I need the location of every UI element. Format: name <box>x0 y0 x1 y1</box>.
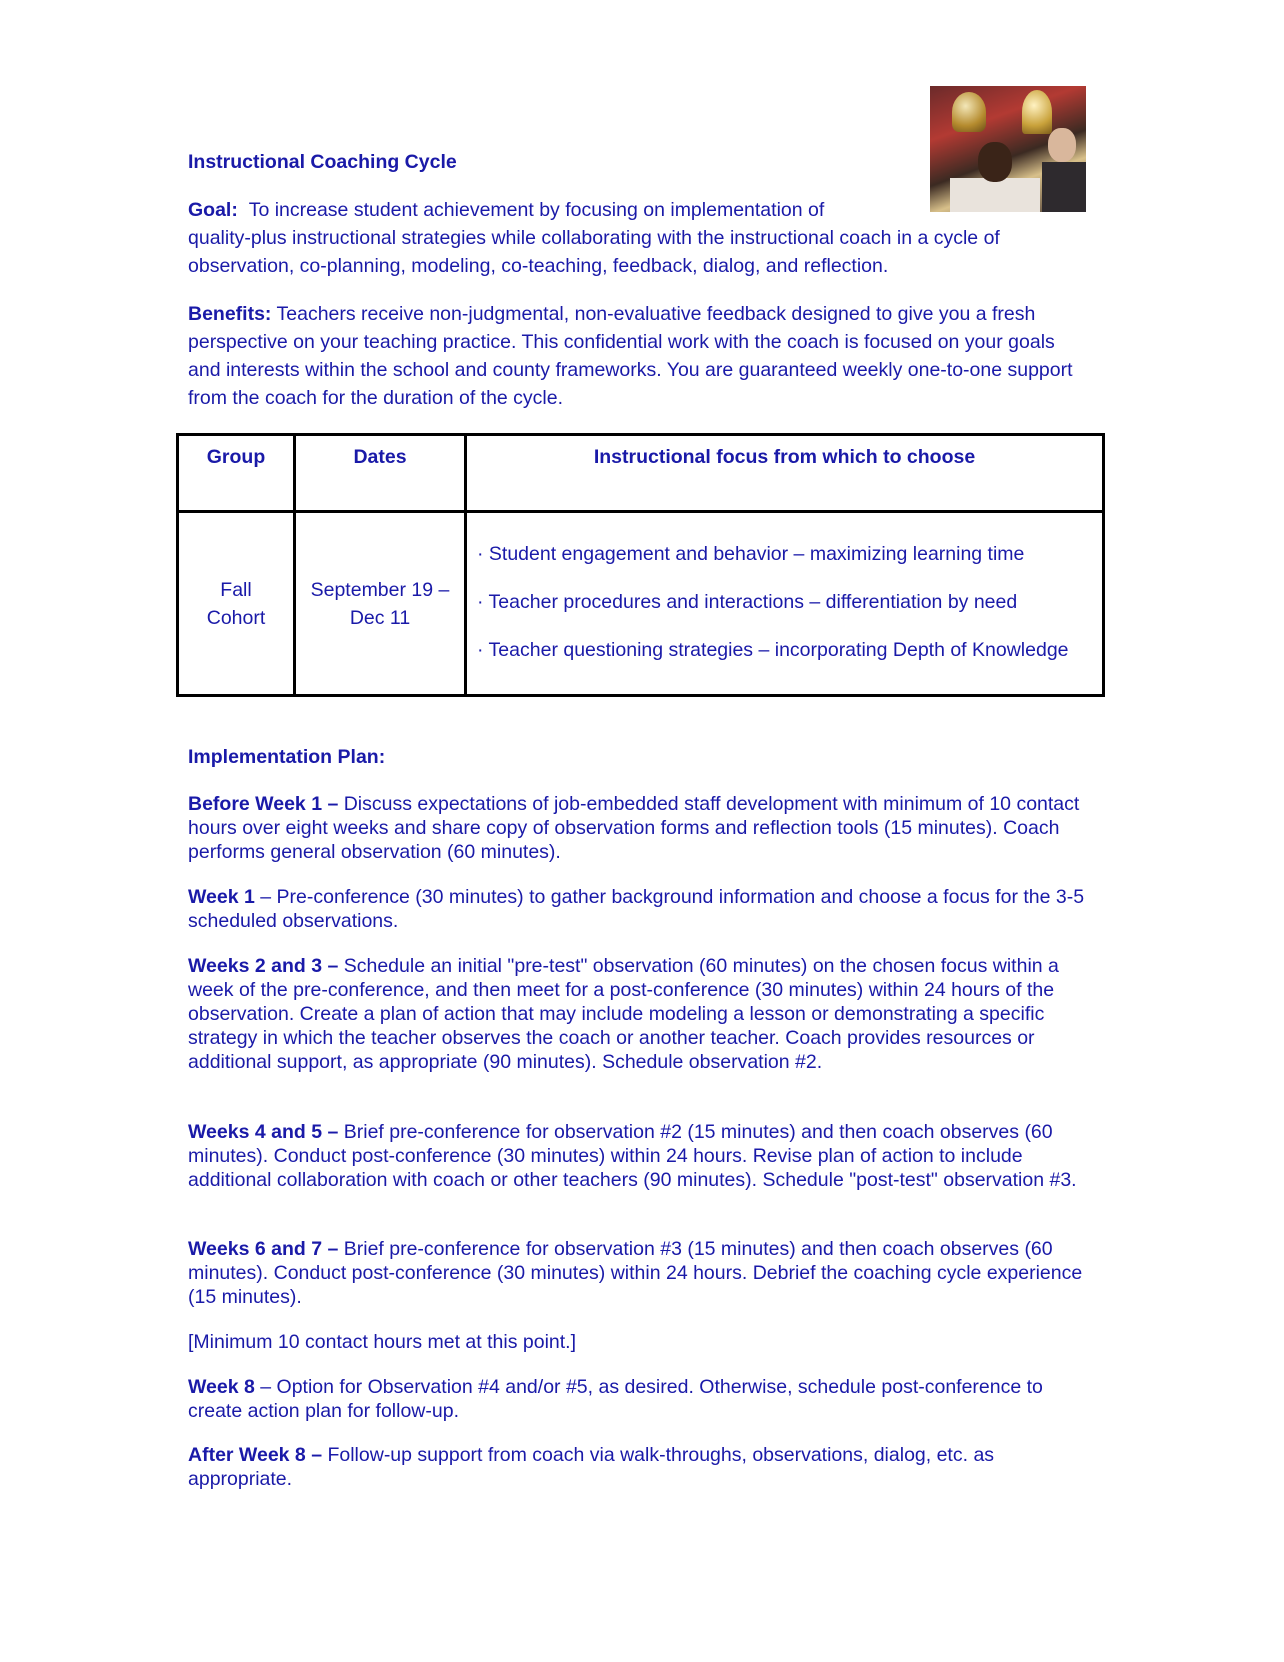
focus-cell <box>466 512 1104 696</box>
header-group: Group <box>178 435 295 512</box>
step-label: Before Week 1 – <box>188 793 339 815</box>
step-label: Weeks 2 and 3 – <box>188 955 339 977</box>
dates-line-1: September 19 – <box>310 578 450 601</box>
step-text: Brief pre-conference for observation #2 (15 minutes) and then coach observes (60 minutes). Conduct post-conference (30 minutes) within 24 hours. Revise plan of action to include additional collaboration with coach or other teachers (90 minutes). Schedule "post-test" observation #3. <box>188 1121 1077 1191</box>
header-focus: Instructional focus from which to choose <box>466 435 1104 512</box>
benefits-paragraph <box>188 300 1078 412</box>
plan-note <box>188 1330 1098 1354</box>
table-row <box>178 512 1104 696</box>
trophy-icon <box>952 92 986 132</box>
step-label: Weeks 6 and 7 – <box>188 1238 339 1260</box>
plan-step <box>188 954 1098 1074</box>
step-text: Follow-up support from coach via walk-throughs, observations, dialog, etc. as appropriate. <box>188 1444 995 1490</box>
step-text: Discuss expectations of job-embedded staff development with minimum of 10 contact hours over eight weeks and share copy of observation forms and reflection tools (15 minutes). Coach performs general observation (60 minutes). <box>188 793 1080 863</box>
group-line-2: Cohort <box>206 606 266 629</box>
step-text: [Minimum 10 contact hours met at this point.] <box>188 1331 577 1353</box>
step-text: Brief pre-conference for observation #3 (15 minutes) and then coach observes (60 minutes). Conduct post-conference (30 minutes) within 24 hours. Debrief the coaching cycle experience (15 minutes). <box>188 1238 1083 1308</box>
goal-line-1: To increase student achievement by focusing on implementation of <box>248 199 825 221</box>
focus-item: · Student engagement and behavior – maximizing learning time <box>477 542 1025 565</box>
group-line-1: Fall <box>220 578 252 601</box>
plan-step <box>188 792 1098 864</box>
table-header-row <box>178 435 1104 512</box>
focus-item: · Teacher questioning strategies – incorporating Depth of Knowledge <box>477 638 1069 661</box>
trophy-icon <box>1022 90 1052 134</box>
benefits-label: Benefits: <box>188 303 272 325</box>
plan-step <box>188 1237 1098 1309</box>
dates-line-2: Dec 11 <box>349 606 411 629</box>
header-dates: Dates <box>295 435 466 512</box>
step-text: – Pre-conference (30 minutes) to gather background information and choose a focus for the 3-5 scheduled observations. <box>188 886 1085 932</box>
goal-line-3: observation, co-planning, modeling, co-teaching, feedback, dialog, and reflection. <box>188 255 889 277</box>
plan-step <box>188 885 1098 933</box>
goal-paragraph <box>188 196 1088 280</box>
focus-item: · Teacher procedures and interactions – differentiation by need <box>477 590 1018 613</box>
step-text: Schedule an initial "pre-test" observation (60 minutes) on the chosen focus within a week of the pre-conference, and then meet for a post-conference (30 minutes) within 24 hours of the observation. Create a plan of action that may include modeling a lesson or demonstrating a specific strategy in which the teacher observes the coach or another teacher. Coach provides resources or additional support, as appropriate (90 minutes). Schedule observation #2. <box>188 955 1059 1073</box>
step-label: Week 1 <box>188 886 255 908</box>
plan-step <box>188 1120 1098 1192</box>
focus-table <box>176 433 1105 697</box>
plan-step <box>188 1375 1098 1423</box>
step-text: – Option for Observation #4 and/or #5, as desired. Otherwise, schedule post-conference to create action plan for follow-up. <box>188 1376 1043 1422</box>
plan-heading: Implementation Plan: <box>188 746 386 768</box>
plan-step <box>188 1443 1098 1491</box>
goal-label: Goal: <box>188 199 238 221</box>
step-label: Week 8 <box>188 1376 255 1398</box>
benefits-text: Teachers receive non-judgmental, non-evaluative feedback designed to give you a fresh perspective on your teaching practice. This confidential work with the coach is focused on your goals and interests within the school and county frameworks. You are guaranteed weekly one-to-one support from the coach for the duration of the cycle. <box>188 303 1073 409</box>
group-cell <box>178 512 295 696</box>
step-label: After Week 8 – <box>188 1444 323 1466</box>
dates-cell <box>295 512 466 696</box>
page-title: Instructional Coaching Cycle <box>188 151 457 173</box>
step-label: Weeks 4 and 5 – <box>188 1121 339 1143</box>
goal-line-2: quality-plus instructional strategies while collaborating with the instructional coach in a cycle of <box>188 227 1000 249</box>
